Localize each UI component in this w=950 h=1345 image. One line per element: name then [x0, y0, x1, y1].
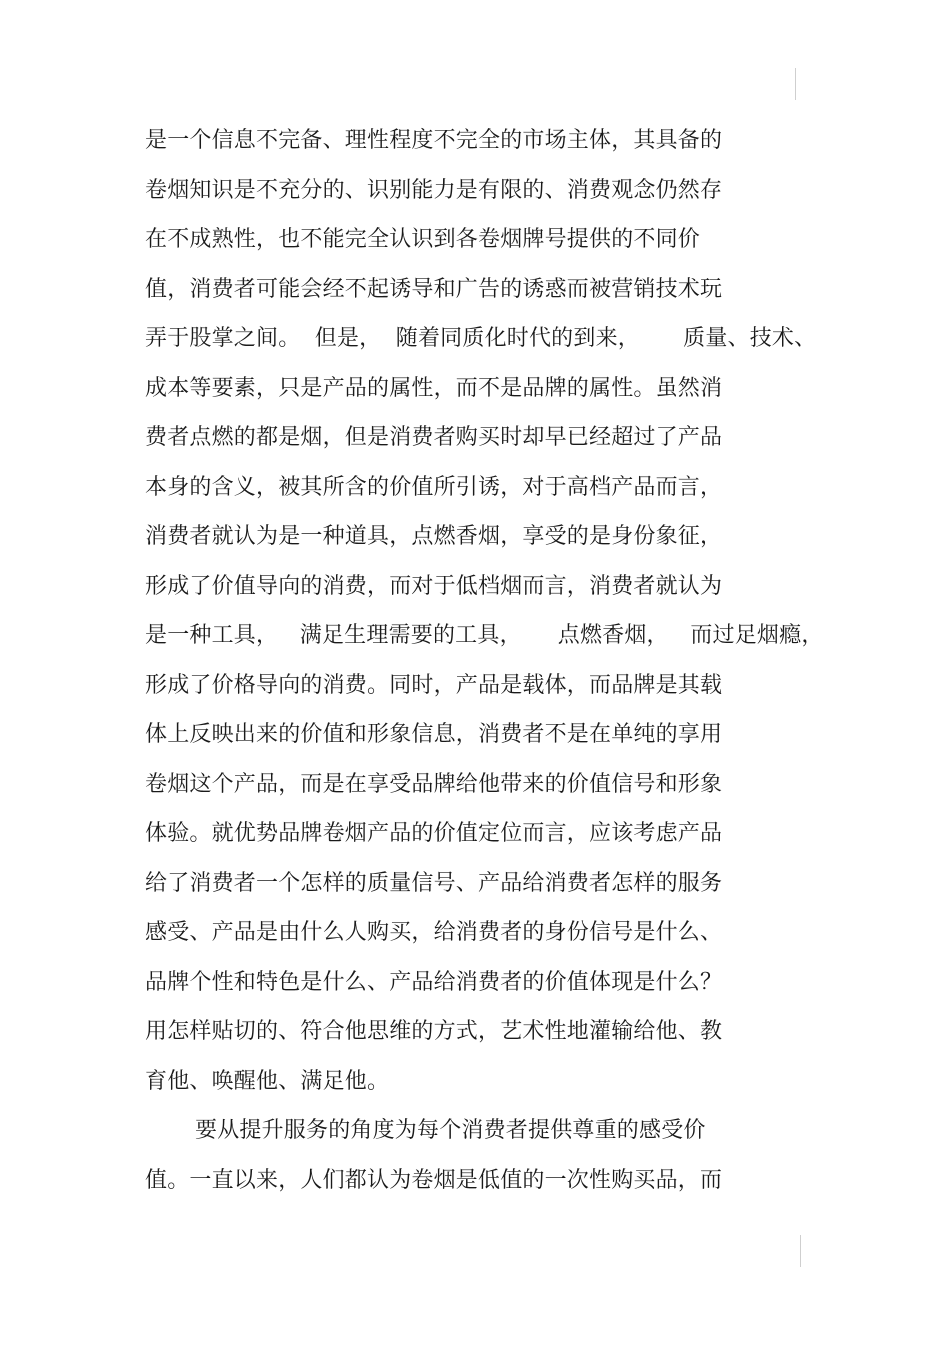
text-line: 值，消费者可能会经不起诱导和广告的诱惑而被营销技术玩	[145, 276, 723, 302]
text-line: 形成了价值导向的消费，而对于低档烟而言，消费者就认为	[145, 573, 723, 599]
top-right-margin-mark	[795, 68, 796, 100]
text-line: 体上反映出来的价值和形象信息，消费者不是在单纯的享用	[145, 722, 723, 747]
text-line: 用怎样贴切的、符合他思维的方式，艺术性地灌输给他、教	[145, 1019, 723, 1044]
text-line: 是一个信息不完备、理性程度不完全的市场主体，其具备的	[145, 128, 723, 153]
text-line: 在不成熟性，也不能完全认识到各卷烟牌号提供的不同价	[145, 227, 701, 252]
text-line: 形成了价格导向的消费。同时，产品是载体，而品牌是其载	[145, 672, 723, 698]
text-line: 值。一直以来，人们都认为卷烟是低值的一次性购买品，而	[145, 1167, 723, 1193]
text-line: 卷烟知识是不充分的、识别能力是有限的、消费观念仍然存	[145, 177, 723, 203]
text-line: 感受、产品是由什么人购买，给消费者的身份信号是什么、	[145, 920, 723, 945]
text-line: 是一种工具， 满足生理需要的工具， 点燃香烟， 而过足烟瘾，	[145, 623, 824, 648]
paragraph	[145, 116, 825, 1106]
text-line: 育他、唤醒他、满足他。	[145, 1068, 390, 1094]
text-line: 弄于股掌之间。 但是， 随着同质化时代的到来， 质量、技术、	[145, 326, 817, 351]
text-line: 品牌个性和特色是什么、产品给消费者的价值体现是什么？	[145, 969, 723, 995]
text-line: 消费者就认为是一种道具，点燃香烟，享受的是身份象征，	[145, 524, 723, 549]
bottom-right-margin-mark	[800, 1235, 801, 1267]
text-line: 成本等要素，只是产品的属性，而不是品牌的属性。虽然消	[145, 375, 723, 401]
text-line: 给了消费者一个怎样的质量信号、产品给消费者怎样的服务	[145, 870, 723, 896]
text-line: 要从提升服务的角度为每个消费者提供尊重的感受价	[195, 1118, 706, 1143]
paragraph	[145, 1106, 825, 1205]
text-line: 本身的含义，被其所含的价值所引诱，对于高档产品而言，	[145, 474, 723, 500]
body-text	[145, 116, 825, 1205]
text-line: 卷烟这个产品，而是在享受品牌给他带来的价值信号和形象	[145, 771, 723, 797]
text-line: 费者点燃的都是烟，但是消费者购买时却早已经超过了产品	[145, 425, 723, 450]
text-line: 体验。就优势品牌卷烟产品的价值定位而言，应该考虑产品	[145, 821, 723, 846]
